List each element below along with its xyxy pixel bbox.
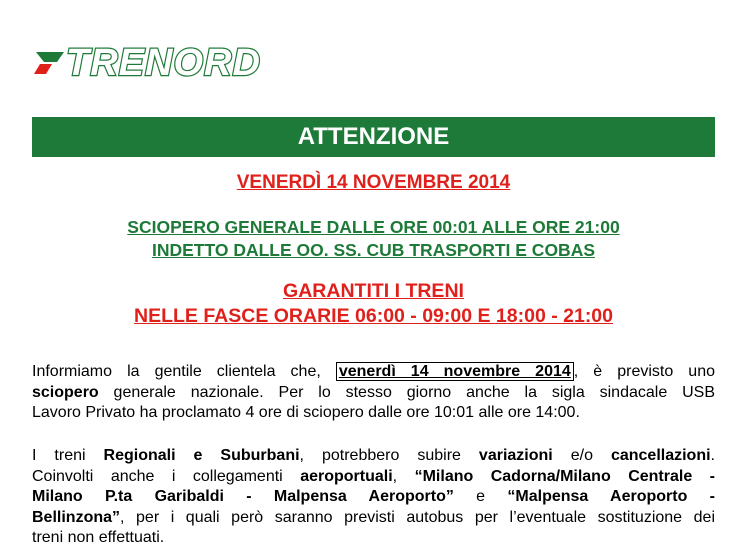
para2-line-1: I treni Regionali e Suburbani, potrebbero subire variazioni e/o cancellazioni. (32, 447, 715, 464)
trenord-logo-mark (30, 48, 70, 78)
trenord-logo (30, 42, 295, 84)
para1-line-3: Lavoro Privato ha proclamato 4 ore di sciopero dalle ore 10:01 alle ore 14:00. (32, 404, 580, 421)
logo-wordmark: TRENORD (66, 42, 261, 84)
para1-line-2: sciopero generale nazionale. Per lo stesso giorno anche la sigla sindacale USB (32, 383, 715, 401)
guarantee-line-1: GARANTITI I TRENI (283, 280, 464, 302)
info-paragraph-2 (32, 446, 715, 549)
strike-date-highlight: venerdì 14 novembre 2014 (336, 362, 574, 381)
para2-line-5: treni non effettuati. (32, 529, 165, 546)
logo-green-shape (36, 52, 64, 62)
attention-banner: ATTENZIONE (32, 117, 715, 157)
guarantee-line-2: NELLE FASCE ORARIE 06:00 - 09:00 E 18:00 - 21:00 (133, 305, 614, 327)
para2-line-4: Bellinzona”, per i quali però saranno previsti autobus per l’eventuale sostituzione dei (32, 508, 715, 526)
para2-line-3: Milano P.ta Garibaldi - Malpensa Aeroporto” e “Malpensa Aeroporto - (32, 488, 715, 505)
logo-red-shape (34, 64, 52, 74)
info-paragraph-1 (32, 362, 715, 424)
para2-line-2: Coinvolti anche i collegamenti aeroportuali, “Milano Cadorna/Milano Centrale - (32, 467, 716, 485)
strike-date: VENERDÌ 14 NOVEMBRE 2014 (236, 172, 511, 193)
strike-line-1: SCIOPERO GENERALE DALLE ORE 00:01 ALLE ORE 21:00 (127, 217, 620, 237)
para1-line-1: Informiamo la gentile clientela che, venerdì 14 novembre 2014 , è previsto uno (32, 363, 716, 380)
strike-line-2: INDETTO DALLE OO. SS. CUB TRASPORTI E COBAS (151, 240, 596, 260)
